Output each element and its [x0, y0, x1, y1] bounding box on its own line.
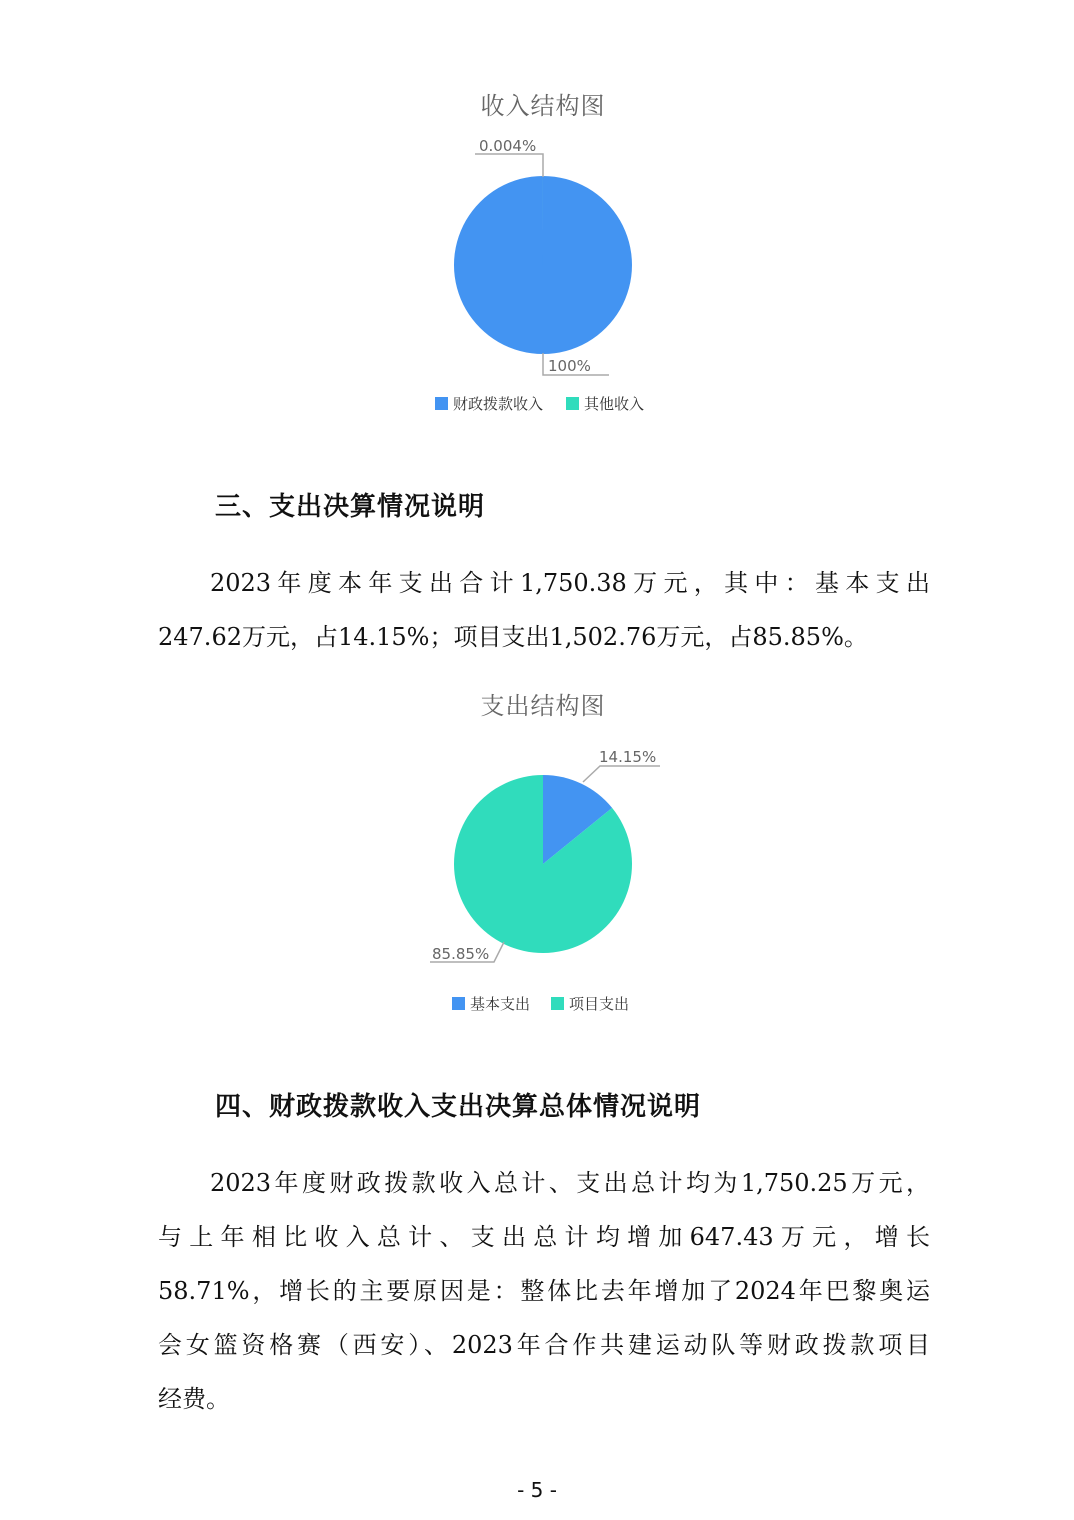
income-legend-swatch-other	[566, 397, 579, 410]
section4-line-2: 与上年相比收入总计、支出总计均增加647.43万元，增长	[158, 1223, 930, 1251]
section4-heading: 四、财政拨款收入支出决算总体情况说明	[215, 1092, 702, 1122]
expense-legend-basic: 基本支出	[470, 995, 531, 1013]
expense-legend-project: 项目支出	[569, 995, 630, 1013]
section4-line-4: 会女篮资格赛（西安）、2023年合作共建运动队等财政拨款项目	[158, 1331, 930, 1359]
expense-label-leader-basic	[583, 766, 660, 782]
income-legend-other: 其他收入	[584, 395, 645, 413]
income-legend-swatch-fiscal	[435, 397, 448, 410]
section3-line-2: 247.62万元，占14.15%；项目支出1,502.76万元，占85.85%。	[158, 623, 868, 651]
expense-legend-swatch-project	[551, 997, 564, 1010]
income-label-fiscal: 100%	[548, 357, 591, 375]
section4-paragraph	[158, 1156, 930, 1426]
expense-legend-swatch-basic	[452, 997, 465, 1010]
expense-pie-chart	[0, 720, 1074, 1040]
page-number: - 5 -	[517, 1478, 557, 1502]
expense-label-basic: 14.15%	[599, 748, 657, 766]
income-label-leader-other	[475, 154, 543, 177]
section4-line-1: 2023年度财政拨款收入总计、支出总计均为1,750.25万元，	[210, 1169, 930, 1197]
section4-line-3: 58.71%，增长的主要原因是：整体比去年增加了2024年巴黎奥运	[158, 1277, 930, 1305]
expense-label-project: 85.85%	[432, 945, 490, 963]
section3-line-1: 2023年度本年支出合计1,750.38万元，其中：基本支出	[210, 569, 930, 597]
section4-line-5: 经费。	[158, 1385, 230, 1413]
section3-paragraph	[158, 556, 930, 664]
expense-chart-title: 支出结构图	[480, 692, 606, 720]
income-legend-fiscal: 财政拨款收入	[453, 395, 544, 413]
income-chart-title: 收入结构图	[480, 92, 606, 120]
section3-heading: 三、支出决算情况说明	[215, 492, 486, 522]
income-label-other: 0.004%	[479, 137, 537, 155]
income-pie-chart	[0, 0, 1074, 440]
